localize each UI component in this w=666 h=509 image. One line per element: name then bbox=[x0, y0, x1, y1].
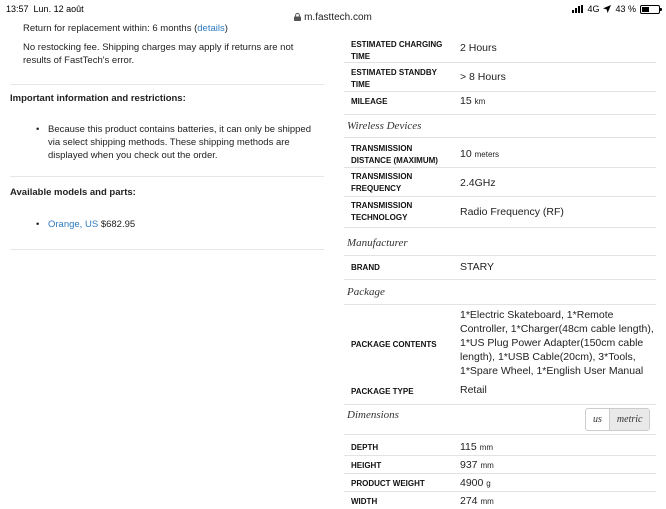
status-date: Lun. 12 août bbox=[33, 4, 84, 14]
battery-level bbox=[642, 7, 649, 12]
section-title-dimensions: Dimensions bbox=[347, 409, 399, 421]
important-bullet: • Because this product contains batteries, it can only be shipped via select shipping methods. These shipping methods are displayed when you check out the order. bbox=[48, 123, 318, 162]
spec-value: 115 mm bbox=[460, 441, 493, 453]
row-divider bbox=[344, 404, 656, 405]
row-divider bbox=[344, 167, 656, 168]
spec-value: 937 mm bbox=[460, 459, 494, 471]
spec-label: DEPTH bbox=[351, 443, 379, 452]
url-text: m.fasttech.com bbox=[304, 12, 372, 23]
spec-label: ESTIMATED CHARGING TIME bbox=[351, 40, 443, 61]
divider bbox=[10, 84, 324, 85]
row-divider bbox=[344, 304, 656, 305]
location-arrow-icon bbox=[603, 5, 611, 13]
row-divider bbox=[344, 62, 656, 63]
model-price: $682.95 bbox=[100, 219, 136, 230]
spec-value: 2 Hours bbox=[460, 42, 497, 54]
spec-label: TRANSMISSION DISTANCE (MAXIMUM) bbox=[351, 144, 438, 165]
lock-icon bbox=[294, 13, 301, 21]
spec-value: Retail bbox=[460, 384, 487, 396]
return-policy: Return for replacement within: 6 months (details) bbox=[23, 23, 228, 34]
spec-value: 15 km bbox=[460, 95, 486, 107]
spec-label: TRANSMISSION TECHNOLOGY bbox=[351, 201, 413, 222]
spec-value: > 8 Hours bbox=[460, 71, 506, 83]
row-divider bbox=[344, 227, 656, 228]
spec-label: WIDTH bbox=[351, 497, 378, 506]
divider bbox=[10, 249, 324, 250]
spec-value: 4900 g bbox=[460, 477, 491, 489]
section-title-manufacturer: Manufacturer bbox=[347, 237, 408, 249]
spec-label: PACKAGE CONTENTS bbox=[351, 340, 437, 349]
row-divider bbox=[344, 455, 656, 456]
status-indicators bbox=[572, 4, 660, 14]
battery-percent: 43 % bbox=[615, 4, 636, 14]
row-divider bbox=[344, 255, 656, 256]
important-heading: Important information and restrictions: bbox=[10, 93, 186, 104]
restocking-note: No restocking fee. Shipping charges may apply if returns are not results of FastTech's error. bbox=[23, 42, 294, 66]
spec-value: 1*Electric Skateboard, 1*Remote Controller, 1*Charger(48cm cable length), 1*US Plug Power Adapter(150cm cable length), 1*USB Cable(20cm), 3*Tools, 1*Spare Wheel, 1*English User Manual bbox=[460, 309, 654, 377]
spec-label: MILEAGE bbox=[351, 97, 388, 106]
spec-label: PRODUCT WEIGHT bbox=[351, 479, 425, 488]
section-title-wireless: Wireless Devices bbox=[347, 120, 422, 132]
unit-us-button[interactable]: us bbox=[593, 414, 602, 425]
row-divider bbox=[344, 114, 656, 115]
row-divider bbox=[344, 473, 656, 474]
models-heading: Available models and parts: bbox=[10, 187, 136, 198]
row-divider bbox=[344, 491, 656, 492]
spec-value: 2.4GHz bbox=[460, 177, 496, 189]
divider bbox=[10, 176, 324, 177]
battery-icon bbox=[640, 5, 660, 14]
signal-icon bbox=[572, 5, 583, 13]
details-link[interactable]: details bbox=[197, 23, 225, 34]
spec-label: ESTIMATED STANDBY TIME bbox=[351, 68, 437, 89]
spec-label: BRAND bbox=[351, 263, 380, 272]
spec-label: HEIGHT bbox=[351, 461, 382, 470]
row-divider bbox=[344, 434, 656, 435]
row-divider bbox=[344, 279, 656, 280]
spec-value: 274 mm bbox=[460, 495, 494, 507]
row-divider bbox=[344, 196, 656, 197]
spec-label: PACKAGE TYPE bbox=[351, 387, 414, 396]
section-title-package: Package bbox=[347, 286, 385, 298]
unit-metric-button[interactable]: metric bbox=[609, 409, 650, 430]
spec-value: STARY bbox=[460, 261, 495, 273]
spec-value: 10 meters bbox=[460, 148, 500, 160]
model-link-orange-us[interactable]: Orange, US bbox=[48, 219, 99, 230]
spec-value: Radio Frequency (RF) bbox=[460, 206, 564, 218]
network-label: 4G bbox=[587, 4, 600, 14]
row-divider bbox=[344, 137, 656, 138]
unit-toggle bbox=[585, 408, 650, 431]
row-divider bbox=[344, 91, 656, 92]
spec-label: TRANSMISSION FREQUENCY bbox=[351, 172, 413, 193]
status-time: 13:57 Lun. 12 août bbox=[6, 4, 84, 14]
model-list-item bbox=[48, 218, 318, 231]
